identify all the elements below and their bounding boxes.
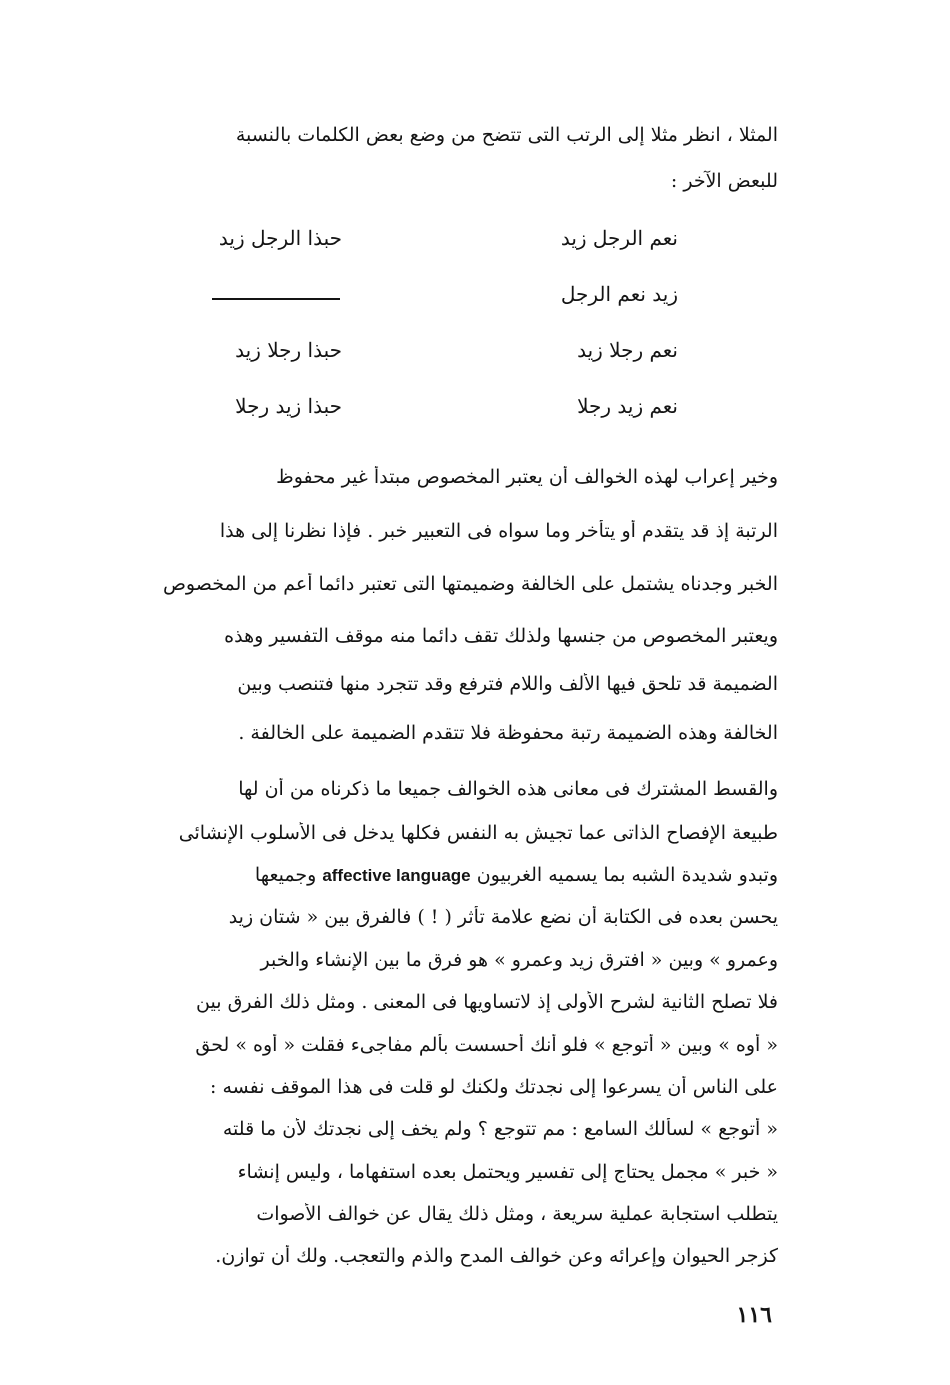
paragraph-2-line-4: يحسن بعده فى الكتابة أن نضع علامة تأثر ( ! ) فالفرق بين « شتان زيد [228, 906, 778, 928]
paragraph-2-line-12: كزجر الحيوان وإعرائه وعن خوالف المدح والذم والتعجب. ولك أن توازن. [215, 1245, 778, 1267]
paragraph-2-line-5: وعمرو » وبين « افترق زيد وعمرو » هو فرق ما بين الإنشاء والخبر [260, 949, 778, 971]
example-right-4: نعم زيد رجلا [577, 394, 678, 418]
omission-dash [212, 298, 340, 300]
paragraph-2-line-3 [126, 864, 778, 886]
paragraph-2-line-8: على الناس أن يسرعوا إلى نجدتك ولكنك لو قلت فى هذا الموقف نفسه : [210, 1076, 778, 1098]
paragraph-2-line-1: والقسط المشترك فى معانى هذه الخوالف جميعا ما ذكرناه من أن لها [238, 778, 778, 800]
paragraph-1-line-6: الخالفة وهذه الضميمة رتبة محفوظة فلا تتقدم الضميمة على الخالفة . [238, 722, 778, 744]
paragraph-2-line-9: « أتوجع » لسألك السامع : مم تتوجع ؟ ولم يخف إلى نجدتك لأن ما قلته [222, 1118, 778, 1140]
page-number: ١١٦ [736, 1302, 772, 1328]
example-left-4: حبذا زيد رجلا [235, 394, 342, 418]
paragraph-2-line-3-start: وتبدو شديدة الشبه بما يسميه الغربيون [476, 864, 778, 886]
example-right-2: زيد نعم الرجل [560, 282, 678, 306]
paragraph-2-line-11: يتطلب استجابة عملية سريعة ، ومثل ذلك يقال عن خوالف الأصوات [256, 1203, 778, 1225]
paragraph-2-line-3-end: وجميعها [254, 864, 317, 886]
paragraph-1-line-3: الخبر وجدناه يشتمل على الخالفة وضميمتها التى تعتبر دائما أعم من المخصوص [162, 573, 778, 595]
paragraph-2-line-6: فلا تصلح الثانية لشرح الأولى إذ لاتساويها فى المعنى . ومثل ذلك الفرق بين [196, 991, 778, 1013]
intro-line-1: المثلا ، انظر مثلا إلى الرتب التى تتضح من وضع بعض الكلمات بالنسبة [235, 124, 778, 146]
example-right-3: نعم رجلا زيد [577, 338, 678, 362]
example-left-1: حبذا الرجل زيد [218, 226, 342, 250]
paragraph-1-line-1: وخير إعراب لهذه الخوالف أن يعتبر المخصوص مبتدأ غير محفوظ [276, 466, 778, 488]
example-left-3: حبذا رجلا زيد [235, 338, 342, 362]
latin-term: affective language [322, 866, 471, 885]
paragraph-1-line-4: ويعتبر المخصوص من جنسها ولذلك تقف دائما منه موقف التفسير وهذه [224, 625, 778, 647]
paragraph-2-line-10: « خبر » مجمل يحتاج إلى تفسير ويحتمل بعده استفهاما ، وليس إنشاء [237, 1161, 778, 1183]
paragraph-2-line-2: طبيعة الإفصاح الذاتى عما تجيش به النفس فكلها يدخل فى الأسلوب الإنشائى [178, 822, 778, 844]
paragraph-2-line-7: « أوه » وبين « أتوجع » فلو أنك أحسست بألم مفاجىء فقلت « أوه » لحق [195, 1034, 778, 1056]
example-right-1: نعم الرجل زيد [560, 226, 678, 250]
paragraph-1-line-2: الرتبة إذ قد يتقدم أو يتأخر وما سواه فى التعبير خبر . فإذا نظرنا إلى هذا [219, 520, 778, 542]
paragraph-1-line-5: الضميمة قد تلحق فيها الألف واللام فترفع وقد تتجرد منها فتنصب وبين [237, 673, 778, 695]
intro-line-2: للبعض الآخر : [670, 170, 778, 192]
